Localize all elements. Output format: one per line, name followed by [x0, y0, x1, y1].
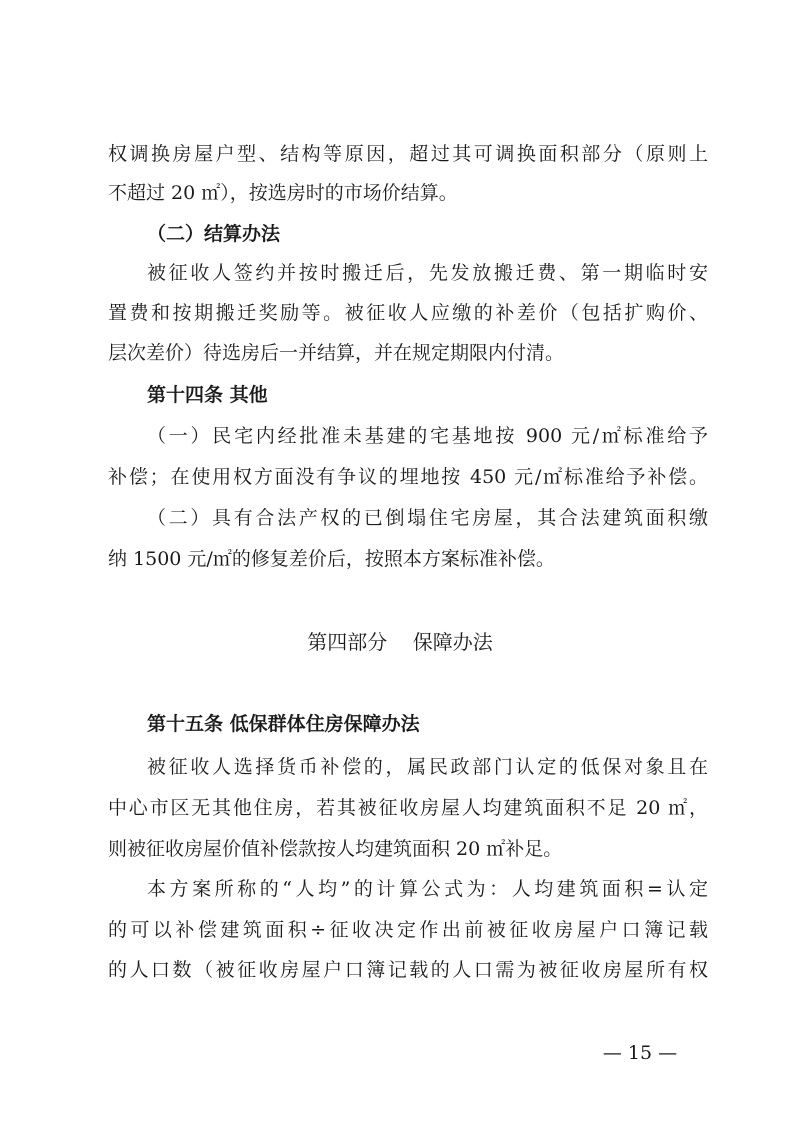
body-text-line: 不超过 20 ㎡），按选房时的市场价结算。: [108, 182, 458, 204]
body-text-line: （一）民宅内经批准未基建的宅基地按 900 元/㎡标准给予: [147, 425, 708, 447]
body-text-line: 的可以补偿建筑面积÷征收决定作出前被征收房屋户口簿记载: [108, 919, 708, 941]
body-text-line: 权调换房屋户型、结构等原因，超过其可调换面积部分（原则上: [108, 143, 708, 165]
article-14-heading: 第十四条 其他: [147, 384, 268, 406]
body-text-line: 则被征收房屋价值补偿款按人均建筑面积 20 ㎡补足。: [108, 838, 563, 860]
body-text-line: 层次差价）待选房后一并结算，并在规定期限内付清。: [108, 342, 565, 364]
subheading-settlement-method: （二）结算办法: [147, 223, 281, 245]
body-text-line: 纳 1500 元/㎡的修复差价后，按照本方案标准补偿。: [108, 548, 555, 570]
body-text-line: 置费和按期搬迁奖励等。被征收人应缴的补差价（包括扩购价、: [108, 302, 708, 324]
body-text-line: （二）具有合法产权的已倒塌住宅房屋，其合法建筑面积缴: [147, 507, 708, 529]
body-text-line: 中心市区无其他住房，若其被征收房屋人均建筑面积不足 20 ㎡，: [108, 797, 708, 819]
body-text-line: 的人口数（被征收房屋户口簿记载的人口需为被征收房屋所有权: [108, 959, 708, 981]
body-text-line: 被征收人选择货币补偿的，属民政部门认定的低保对象且在: [147, 756, 708, 778]
body-text-line: 补偿；在使用权方面没有争议的埋地按 450 元/㎡标准给予补偿。: [108, 466, 708, 488]
body-text-line: 被征收人签约并按时搬迁后，先发放搬迁费、第一期临时安: [147, 262, 708, 284]
article-15-heading: 第十五条 低保群体住房保障办法: [147, 713, 420, 735]
page-number: — 15 —: [602, 1042, 678, 1064]
section-title: 第四部分 保障办法: [307, 630, 493, 654]
body-text-line: 本方案所称的“人均”的计算公式为：人均建筑面积=认定: [147, 878, 708, 900]
